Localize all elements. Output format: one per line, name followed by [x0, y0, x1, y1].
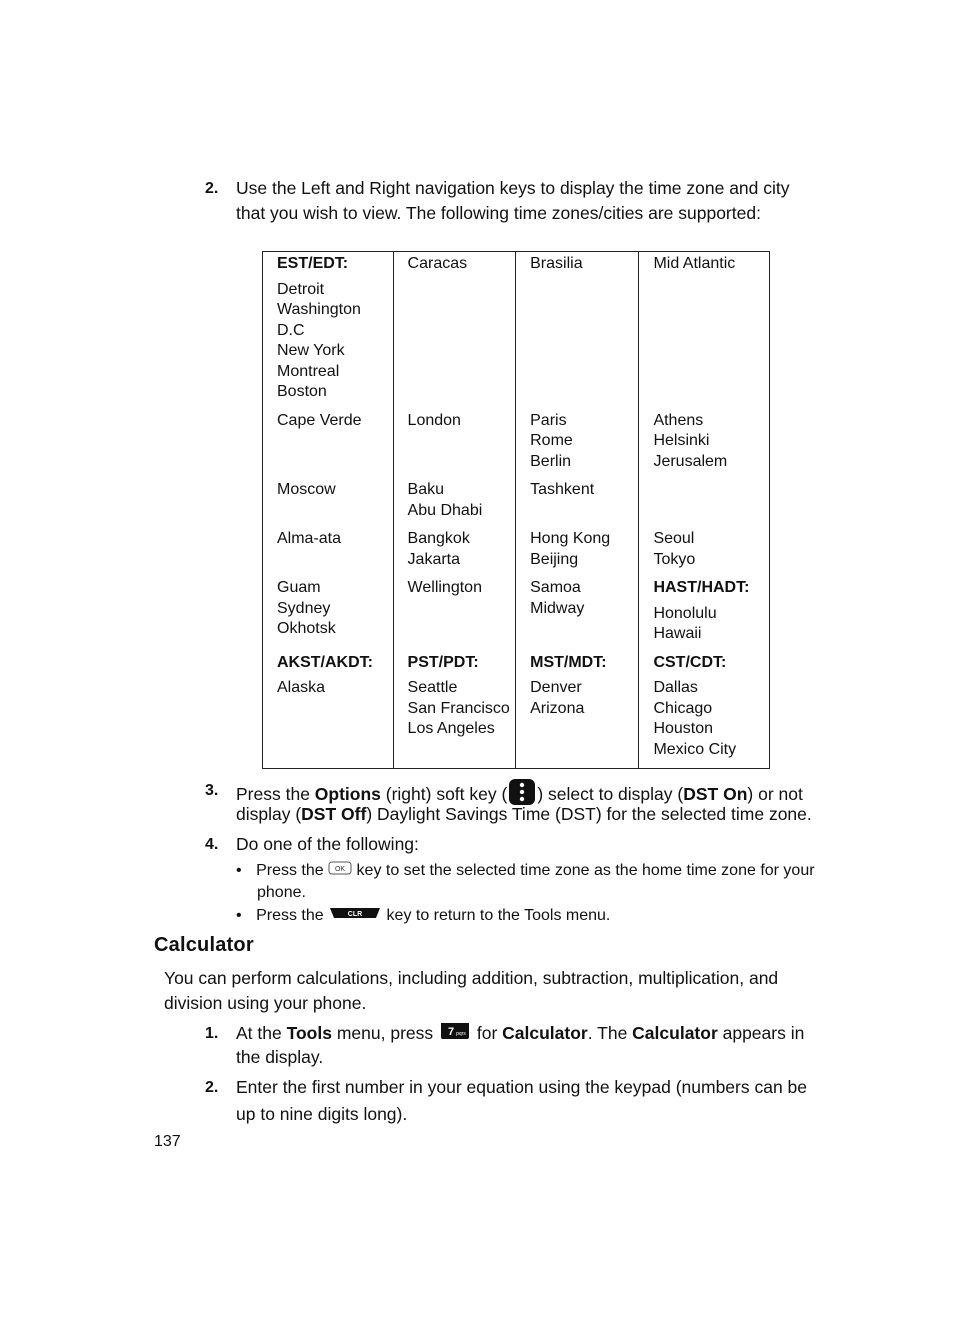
- text: At the: [236, 1023, 287, 1044]
- bullet-continuation: phone.: [257, 884, 306, 901]
- city-name: Los Angeles: [407, 720, 495, 737]
- table-cell: [393, 576, 516, 651]
- city-name: Jakarta: [407, 550, 461, 568]
- options-label: Options: [314, 784, 381, 805]
- calculator-label: Calculator: [502, 1023, 588, 1044]
- time-zone-header: HAST/HADT:: [653, 579, 750, 596]
- table-cell: [639, 252, 770, 409]
- city-name: Moscow: [277, 481, 336, 498]
- text: display (: [236, 804, 302, 824]
- city-name: Tokyo: [653, 550, 696, 568]
- bullet-dot: •: [236, 907, 242, 925]
- table-cell: [639, 527, 770, 576]
- page-number: 137: [154, 1133, 181, 1150]
- table-cell: [263, 478, 394, 527]
- step-text-line: the display.: [236, 1047, 324, 1067]
- bullet-item: [236, 860, 815, 882]
- step-number: 2.: [205, 180, 219, 197]
- city-name: Helsinki: [653, 432, 710, 449]
- svg-text:pqrs: pqrs: [456, 1031, 466, 1037]
- text: ) select to display (: [537, 784, 684, 805]
- table-cell: [393, 651, 516, 769]
- text: key to return to the Tools menu.: [382, 907, 611, 925]
- table-cell: [263, 527, 394, 576]
- table-cell: [393, 252, 516, 409]
- table-cell: [393, 527, 516, 576]
- bullet-dot: •: [236, 862, 242, 880]
- city-name: London: [407, 411, 461, 429]
- section-heading: Calculator: [154, 934, 254, 956]
- city-name: Jerusalem: [653, 452, 728, 470]
- table-cell: [263, 576, 394, 651]
- text: menu, press: [331, 1023, 438, 1044]
- tools-label: Tools: [286, 1023, 332, 1044]
- city-name: Okhotsk: [277, 620, 336, 637]
- step-number: 4.: [205, 836, 219, 853]
- table-cell: [639, 651, 770, 769]
- step-number: 1.: [205, 1025, 219, 1042]
- text: (right) soft key (: [380, 784, 508, 805]
- city-name: Hong Kong: [530, 530, 611, 547]
- text: Press the: [236, 784, 315, 805]
- step-text-line: up to nine digits long).: [236, 1104, 408, 1124]
- calculator-label: Calculator: [632, 1023, 718, 1044]
- text: Press the: [256, 907, 329, 925]
- city-name: New York: [277, 342, 345, 359]
- svg-text:CLR: CLR: [347, 911, 363, 918]
- step-text-line: Enter the first number in your equation using the keypad (numbers can be: [236, 1077, 808, 1097]
- city-name: Wellington: [407, 579, 482, 596]
- table-cell: [516, 478, 639, 527]
- table-cell: [516, 409, 639, 479]
- intro-line: division using your phone.: [164, 993, 367, 1013]
- table-row: [263, 409, 770, 479]
- city-name: Samoa: [530, 579, 581, 596]
- table-cell: [639, 576, 770, 651]
- table-row: [263, 651, 770, 769]
- table-row: [263, 252, 770, 409]
- city-name: Honolulu: [653, 604, 717, 622]
- dst-on-label: DST On: [683, 784, 748, 805]
- text: key to set the selected time zone as the home time zone for your: [352, 862, 815, 880]
- time-zone-table: [262, 251, 770, 769]
- step-text-line: [236, 1021, 804, 1048]
- svg-text:OK: OK: [335, 866, 346, 873]
- city-name: Bangkok: [407, 530, 470, 547]
- time-zone-header: CST/CDT:: [653, 653, 727, 671]
- time-zone-header: MST/MDT:: [530, 653, 607, 671]
- text: appears in: [717, 1023, 805, 1044]
- city-name: Dallas: [653, 679, 698, 696]
- city-name: Cape Verde: [277, 411, 362, 429]
- step-text-line: [236, 802, 812, 827]
- clr-key-icon: [328, 905, 382, 927]
- city-name: Washington D.C: [277, 301, 361, 339]
- key-7-icon: [438, 1021, 472, 1048]
- city-name: Caracas: [407, 255, 468, 272]
- table-cell: [263, 409, 394, 479]
- dst-off-label: DST Off: [301, 804, 367, 824]
- city-name: Berlin: [530, 452, 572, 470]
- city-name: San Francisco: [407, 699, 510, 717]
- city-name: Alma-ata: [277, 530, 342, 547]
- text: . The: [587, 1023, 633, 1044]
- table-cell: [516, 527, 639, 576]
- ok-key-icon: [328, 860, 352, 882]
- bullet-item: [236, 905, 610, 927]
- table-cell: [639, 478, 770, 527]
- city-name: Chicago: [653, 699, 713, 717]
- text: Press the: [256, 862, 329, 880]
- table-row: [263, 576, 770, 651]
- text: ) or not: [747, 784, 803, 805]
- city-name: Seattle: [407, 679, 458, 696]
- city-name: Houston: [653, 720, 714, 737]
- step-number: 2.: [205, 1079, 219, 1096]
- city-name: Detroit: [277, 280, 325, 298]
- city-name: Beijing: [530, 550, 579, 568]
- intro-line: You can perform calculations, including addition, subtraction, multiplication, and: [164, 968, 779, 988]
- time-zone-header: PST/PDT:: [407, 653, 479, 671]
- city-name: Abu Dhabi: [407, 501, 483, 519]
- city-name: Midway: [530, 599, 585, 617]
- city-name: Athens: [653, 411, 704, 429]
- city-name: Mid Atlantic: [653, 255, 736, 272]
- city-name: Denver: [530, 679, 582, 696]
- time-zone-header: AKST/AKDT:: [277, 653, 373, 671]
- city-name: Baku: [407, 481, 445, 498]
- city-name: Tashkent: [530, 481, 595, 498]
- table-cell: [393, 409, 516, 479]
- text: ) Daylight Savings Time (DST) for the selected time zone.: [366, 804, 812, 824]
- text: for: [472, 1023, 503, 1044]
- table-cell: [516, 576, 639, 651]
- table-cell: [393, 478, 516, 527]
- city-name: Seoul: [653, 530, 695, 547]
- city-name: Alaska: [277, 679, 326, 696]
- city-name: Boston: [277, 383, 327, 400]
- step-text-line: that you wish to view. The following time zones/cities are supported:: [236, 203, 761, 223]
- time-zone-header: EST/EDT:: [277, 255, 349, 272]
- table-cell: [516, 651, 639, 769]
- table-cell: [263, 651, 394, 769]
- table-cell: [263, 252, 394, 409]
- city-name: Paris: [530, 411, 567, 429]
- step-number: 3.: [205, 782, 219, 799]
- city-name: Mexico City: [653, 740, 737, 758]
- city-name: Hawaii: [653, 625, 702, 642]
- table-row: [263, 478, 770, 527]
- svg-text:7: 7: [447, 1026, 455, 1038]
- city-name: Brasilia: [530, 255, 583, 272]
- city-name: Montreal: [277, 362, 340, 380]
- city-name: Rome: [530, 432, 573, 449]
- city-name: Arizona: [530, 699, 585, 717]
- table-cell: [639, 409, 770, 479]
- table-row: [263, 527, 770, 576]
- step-text-line: Do one of the following:: [236, 834, 419, 854]
- table-cell: [516, 252, 639, 409]
- city-name: Guam: [277, 579, 321, 596]
- city-name: Sydney: [277, 599, 331, 617]
- step-text-line: Use the Left and Right navigation keys to display the time zone and city: [236, 178, 790, 198]
